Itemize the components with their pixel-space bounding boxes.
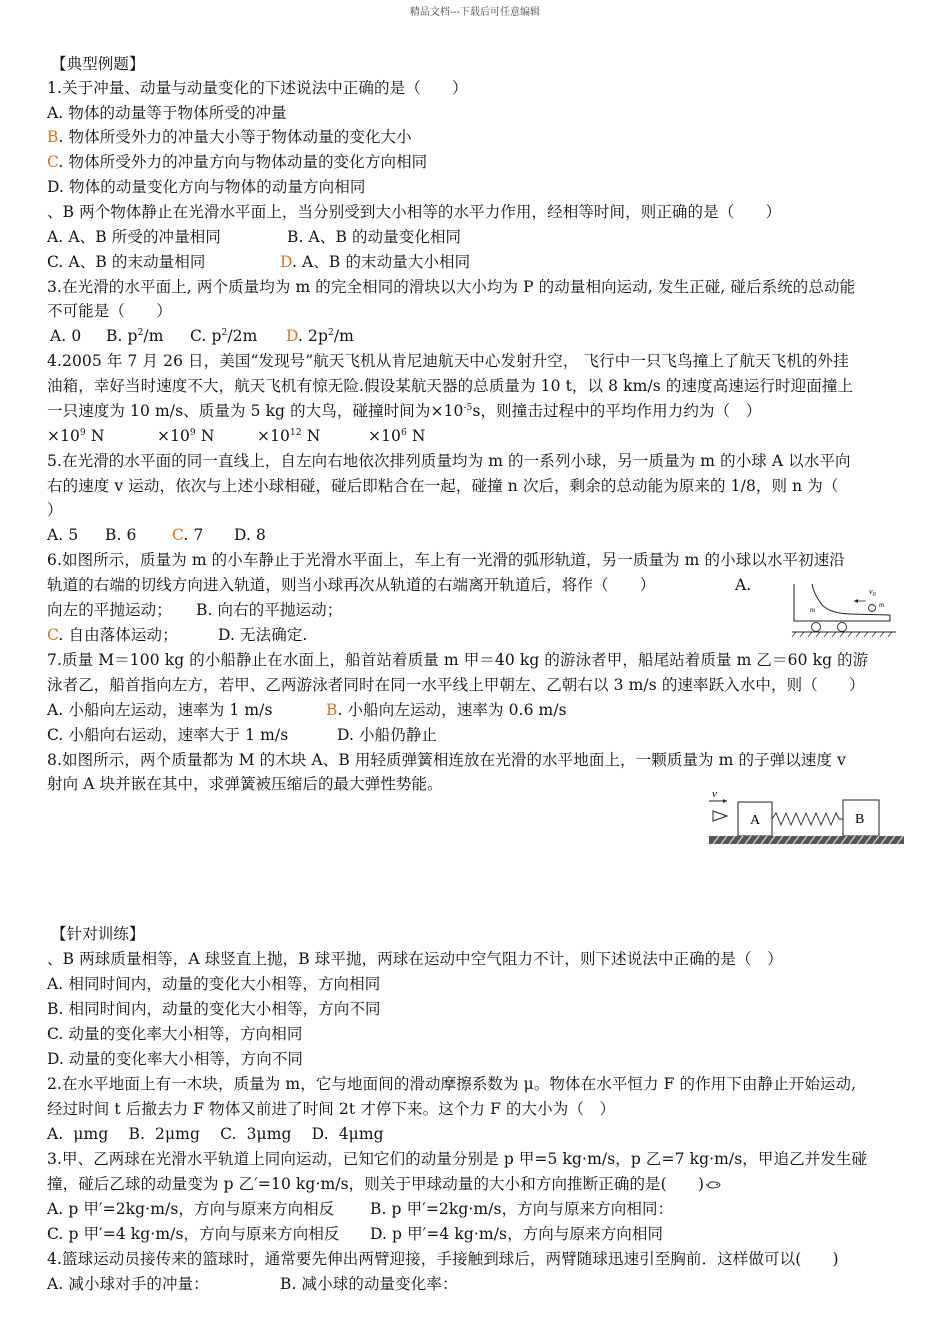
label-m-cart: m: [810, 606, 816, 614]
q4-c-pre: ×10: [257, 427, 291, 445]
q5-option-d: D. 8: [234, 526, 266, 544]
q2-option-a: A. A、B 所受的冲量相同: [47, 228, 221, 246]
t2-stem-line2: 经过时间 t 后撤去力 F 物体又前进了时间 2t 才停下来。这个力 F 的大小为（ ）: [47, 1100, 616, 1118]
t1-option-c: C. 动量的变化率大小相等，方向相同: [47, 1025, 303, 1043]
q3-option-d-text: . 2p: [297, 327, 329, 345]
t2-stem-line1: 2.在水平地面上有一木块，质量为 m，它与地面间的滑动摩擦系数为 μ。物体在水平恒力 F 的作用下由静止开始运动,: [47, 1075, 857, 1093]
q7-option-d: D. 小船仍静止: [337, 726, 438, 744]
t3-stem-line1: 3.甲、乙两球在光滑水平轨道上同向运动，已知它们的动量分别是 p 甲=5 kg·m/s，p 乙=7 kg·m/s，甲追乙并发生碰: [47, 1150, 868, 1168]
wheel-left: [812, 623, 821, 632]
q4-stem-line1: 4.2005 年 7 月 26 日，美国“发现号”航天飞机从肯尼迪航天中心发射升空， 飞行中一只飞鸟撞上了航天飞机的外挂: [47, 352, 849, 370]
q3-stem-line1: 3.在光滑的水平面上, 两个质量均为 m 的完全相同的滑块以大小均为 P 的动量相向运动, 发生正碰, 碰后系统的总动能: [47, 278, 856, 296]
q7-option-a: A. 小船向左运动，速率为 1 m/s: [47, 701, 273, 719]
q2-option-d-letter: D: [280, 253, 292, 271]
q5-option-c-letter: C: [172, 526, 184, 544]
cart-body: [794, 584, 890, 621]
q4-b-pre: ×10: [157, 427, 191, 445]
t1-stem: 、B 两球质量相等，A 球竖直上抛，B 球平抛，两球在运动中空气阻力不计，则下述说法中正确的是（ ）: [47, 950, 783, 968]
q3-stem-line2: 不可能是（ ）: [47, 302, 172, 320]
q3-option-d-sup: 2: [328, 328, 334, 338]
ground-hatch: [792, 632, 892, 637]
q3-option-a: A. 0: [50, 327, 82, 345]
q6-option-d: D. 无法确定.: [218, 626, 308, 644]
q3-option-b-text: B. p: [106, 327, 138, 345]
q2-stem: 、B 两个物体静止在光滑水平面上，当分别受到大小相等的水平力作用，经相等时间，则正确的是（ ）: [47, 203, 782, 221]
q5-option-b: B. 6: [105, 526, 137, 544]
t3-option-c: C. p 甲′=4 kg·m/s，方向与原来方向相反: [47, 1225, 340, 1243]
section-title-examples: 【典型例题】: [51, 55, 145, 73]
q7-option-b-text: . 小船向左运动，速率为 0.6 m/s: [337, 701, 567, 719]
t2-options: A. μmg B. 2μmg C. 3μmg D. 4μmg: [47, 1125, 384, 1143]
q4-stem-line3-a: 一只速度为 10 m/s、质量为 5 kg 的大鸟，碰撞时间为×10: [47, 402, 464, 420]
q1-option-c: [47, 151, 427, 173]
section-title-training: 【针对训练】: [51, 925, 145, 943]
q1-option-b-letter: B: [47, 128, 59, 146]
q7-option-b-letter: B: [326, 701, 338, 719]
q2-option-b: B. A、B 的动量变化相同: [287, 228, 462, 246]
q8-figure-blocks: [705, 783, 910, 849]
page-header: 精品文档---下载后可任意编辑: [409, 7, 541, 18]
q1-option-c-letter: C: [47, 153, 59, 171]
spring: [772, 813, 843, 825]
q4-b-sup: 9: [190, 428, 196, 438]
q7-stem-line2: 泳者乙，船首指向左方，若甲、乙两游泳者同时在同一水平线上甲朝左、乙朝右以 3 m/s 的速率跃入水中，则（ ）: [47, 676, 865, 694]
label-m-ball: m: [879, 601, 885, 609]
q6-stem-line2: 轨道的右端的切线方向进入轨道，则当小球再次从轨道的右端离开轨道后，将作（ ）: [47, 576, 656, 594]
q2-option-c: C. A、B 的末动量相同: [47, 253, 206, 271]
q6-option-c-letter: C: [47, 626, 59, 644]
t1-option-a: A. 相同时间内，动量的变化大小相等，方向相同: [47, 975, 381, 993]
q2-option-d: [280, 251, 470, 273]
t3-stem-line2: [47, 1173, 722, 1195]
q2-option-d-text: . A、B 的末动量大小相同: [291, 253, 471, 271]
q7-option-c: C. 小船向右运动，速率大于 1 m/s: [47, 726, 289, 744]
label-v: v: [712, 788, 717, 800]
q5-option-c-text: . 7: [183, 526, 204, 544]
q1-stem: 1.关于冲量、动量与动量变化的下述说法中正确的是（ ）: [47, 79, 468, 97]
q5-stem-line1: 5.在光滑的水平面的同一直线上，自左向右地依次排列质量均为 m 的一系列小球，另一质量为 m 的小球 A 以水平向: [47, 452, 851, 470]
q3-option-c-sup: 2: [221, 328, 228, 338]
q3-option-b: [106, 325, 164, 347]
q4-a-sup: 9: [80, 428, 86, 438]
q6-option-a: 向左的平抛运动；: [47, 601, 172, 619]
q3-option-c: [190, 325, 257, 347]
t4-option-a: A. 减小球对手的冲量：: [47, 1275, 209, 1293]
label-v0: $v_0$: [869, 587, 876, 598]
q6-option-a-label: A.: [735, 576, 752, 594]
q7-option-b: [326, 699, 567, 721]
q8-stem-line2: 射向 A 块并嵌在其中，求弹簧被压缩后的最大弹性势能。: [47, 775, 443, 793]
q5-option-a: A. 5: [47, 526, 79, 544]
q4-d-post: N: [406, 427, 426, 445]
wheel-right: [838, 623, 847, 632]
t1-option-b: B. 相同时间内，动量的变化大小相等，方向不同: [47, 1000, 381, 1018]
q4-stem-line3: [47, 400, 761, 422]
t4-option-b: B. 减小球的动量变化率：: [280, 1275, 458, 1293]
bullet-velocity-arrowhead: [723, 799, 727, 803]
q8-stem-line1: 8.如图所示，两个质量都为 M 的木块 A、B 用轻质弹簧相连放在光滑的水平地面上，一颗质量为 m 的子弹以速度 v: [47, 751, 846, 769]
mouse-icon: [706, 1178, 722, 1190]
q3-option-c-end: /2m: [227, 327, 258, 345]
q4-stem-line2: 油箱，幸好当时速度不大，航天飞机有惊无险.假设某航天器的总质量为 10 t，以 8 km/s 的速度高速运行时迎面撞上: [47, 377, 854, 395]
q4-d-sup: 6: [401, 428, 407, 438]
q3-option-b-end: /m: [143, 327, 164, 345]
t1-option-d: D. 动量的变化率大小相等，方向不同: [47, 1050, 304, 1068]
q5-stem-line2: 右的速度 v 运动，依次与上述小球相碰，碰后即粘合在一起，碰撞 n 次后，剩余的总动能为原来的 1/8，则 n 为（: [47, 477, 839, 495]
q3-option-d-end: /m: [333, 327, 354, 345]
q5-option-c: [172, 524, 203, 546]
q4-option-d: [368, 425, 426, 447]
cart-diagram: [790, 580, 905, 642]
t3-option-d: D. p 甲′=4 kg·m/s，方向与原来方向相同: [370, 1225, 664, 1243]
q4-stem-sup: -5: [463, 403, 473, 413]
q3-option-d-letter: D: [286, 327, 298, 345]
q4-c-sup: 12: [290, 428, 302, 438]
q6-figure-cart: [790, 580, 905, 642]
ball: [869, 605, 876, 612]
q6-option-b: B. 向右的平抛运动；: [196, 601, 343, 619]
q7-stem-line1: 7.质量 M＝100 kg 的小船静止在水面上，船首站着质量 m 甲＝40 kg 的游泳者甲，船尾站着质量 m 乙＝60 kg 的游: [47, 651, 869, 669]
q4-a-post: N: [85, 427, 105, 445]
q1-option-b-text: . 物体所受外力的冲量大小等于物体动量的变化大小: [58, 128, 412, 146]
t3-stem-line2-text: 撞，碰后乙球的动量变为 p 乙′=10 kg·m/s，则关于甲球动量的大小和方向推断正确的是( ): [47, 1175, 705, 1193]
t3-option-b: B. p 甲′=2kg·m/s，方向与原来方向相同：: [370, 1200, 674, 1218]
q6-option-c-text: . 自由落体运动；: [58, 626, 178, 644]
q3-option-b-sup: 2: [137, 328, 144, 338]
q3-option-d: [286, 325, 354, 347]
q1-option-a: A. 物体的动量等于物体所受的冲量: [47, 104, 287, 122]
q4-option-a: [47, 425, 105, 447]
q4-d-pre: ×10: [368, 427, 402, 445]
q3-option-c-text: C. p: [190, 327, 222, 345]
blocks-diagram: [705, 783, 910, 849]
velocity-arrowhead: [854, 599, 858, 603]
q1-option-d: D. 物体的动量变化方向与物体的动量方向相同: [47, 178, 366, 196]
q1-option-c-text: . 物体所受外力的冲量方向与物体动量的变化方向相同: [58, 153, 428, 171]
q4-c-post: N: [301, 427, 321, 445]
q4-stem-line3-b: s，则撞击过程中的平均作用力约为（ ）: [472, 402, 762, 420]
q4-option-b: [157, 425, 215, 447]
block-a-label: A: [750, 813, 761, 828]
t3-option-a: A. p 甲′=2kg·m/s，方向与原来方向相反: [47, 1200, 335, 1218]
q6-stem-line1: 6.如图所示，质量为 m 的小车静止于光滑水平面上，车上有一光滑的弧形轨道，另一质量为 m 的小球以水平初速沿: [47, 551, 845, 569]
q6-option-c: [47, 624, 178, 646]
q4-a-pre: ×10: [47, 427, 81, 445]
bullet: [713, 811, 727, 821]
q1-option-b: [47, 126, 412, 148]
t4-stem: 4.篮球运动员接传来的篮球时，通常要先伸出两臂迎接，手接触到球后，两臂随球迅速引至胸前．这样做可以( ): [47, 1250, 839, 1268]
block-b-label: B: [855, 812, 865, 827]
q4-option-c: [257, 425, 320, 447]
q4-b-post: N: [195, 427, 215, 445]
q5-stem-line3: ）: [47, 501, 63, 519]
